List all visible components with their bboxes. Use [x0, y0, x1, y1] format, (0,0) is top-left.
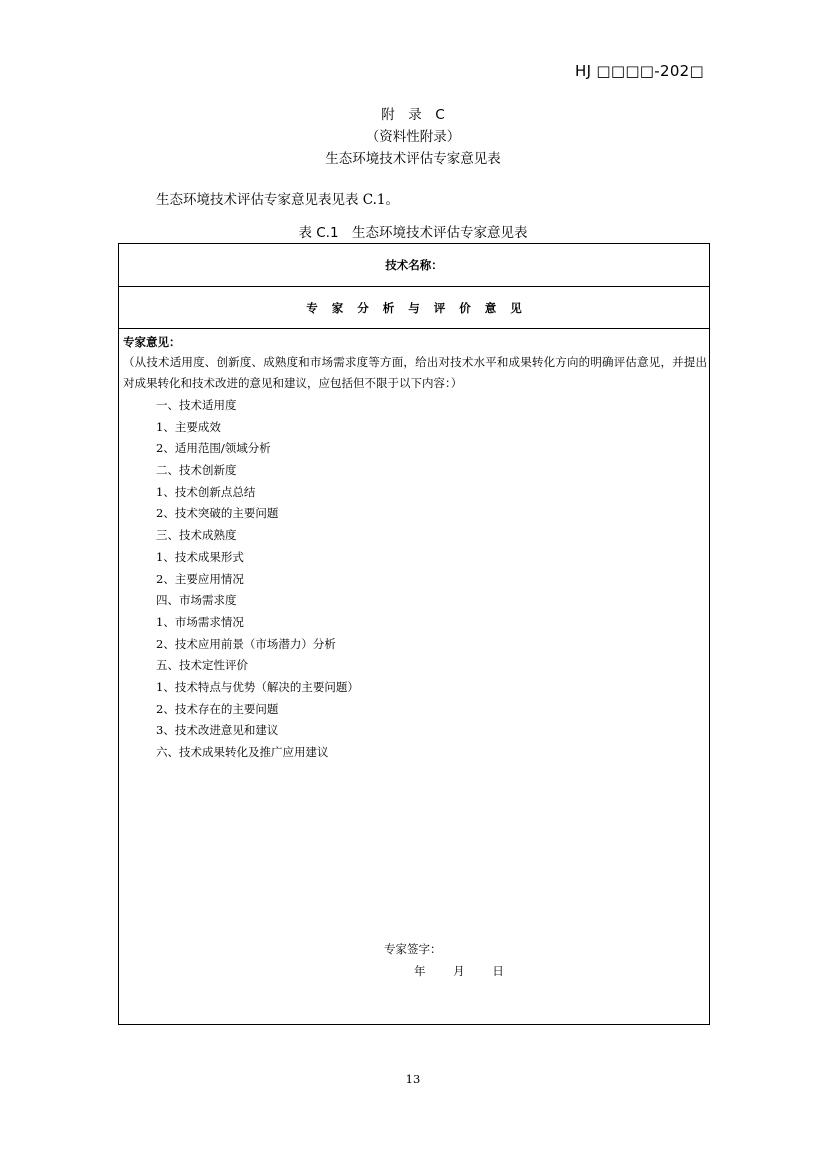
list-item: 五、技术定性评价: [156, 658, 248, 673]
tech-name-row: [119, 244, 709, 287]
list-item: 1、技术成果形式: [156, 549, 244, 564]
appendix-nature: （资料性附录）: [365, 129, 461, 145]
appendix-title: 附 录 C: [381, 107, 445, 123]
date-month: 月: [453, 964, 465, 978]
list-item: 四、市场需求度: [156, 593, 237, 608]
tech-name-label: 技术名称：: [385, 258, 443, 272]
list-item: 3、技术改进意见和建议: [156, 723, 279, 738]
list-item: 2、技术突破的主要问题: [156, 506, 279, 521]
list-item: 2、主要应用情况: [156, 571, 244, 586]
section-heading: 专家分析与评价意见: [306, 300, 536, 315]
list-item: 二、技术创新度: [156, 463, 237, 478]
opinion-cell: [123, 332, 707, 764]
page-number: 13: [405, 1072, 421, 1086]
list-item: 1、技术创新点总结: [156, 484, 256, 499]
signature-label: 专家签字：: [384, 942, 442, 956]
date-day: 日: [492, 964, 504, 978]
outline-list: [123, 395, 707, 764]
opinion-label: 专家意见：: [123, 335, 181, 349]
list-item: 一、技术适用度: [156, 398, 237, 412]
list-item: 1、市场需求情况: [156, 614, 244, 629]
list-item: 1、主要成效: [156, 419, 221, 434]
list-item: 三、技术成熟度: [156, 528, 237, 543]
list-item: 六、技术成果转化及推广应用建议: [156, 745, 329, 759]
list-item: 2、技术应用前景（市场潜力）分析: [156, 636, 336, 651]
list-item: 2、技术存在的主要问题: [156, 701, 279, 716]
table-caption: 表 C.1 生态环境技术评估专家意见表: [298, 225, 528, 241]
date-year: 年: [414, 964, 426, 978]
list-item: 1、技术特点与优势（解决的主要问题）: [156, 679, 359, 694]
intro-paragraph: 生态环境技术评估专家意见表见表 C.1。: [156, 192, 400, 208]
opinion-intro: （从技术适用度、创新度、成熟度和市场需求度等方面，给出对技术水平和成果转化方向的明确评估意见，并提出对成果转化和技术改进的意见和建议，应包括但不限于以下内容：）: [123, 355, 707, 390]
appendix-name: 生态环境技术评估专家意见表: [325, 151, 501, 167]
section-heading-row: [119, 287, 709, 329]
standard-code: HJ □□□□-202□: [575, 62, 704, 80]
date-line: [414, 963, 528, 979]
list-item: 2、适用范围/领域分析: [156, 441, 271, 456]
expert-opinion-table: [118, 243, 710, 1025]
